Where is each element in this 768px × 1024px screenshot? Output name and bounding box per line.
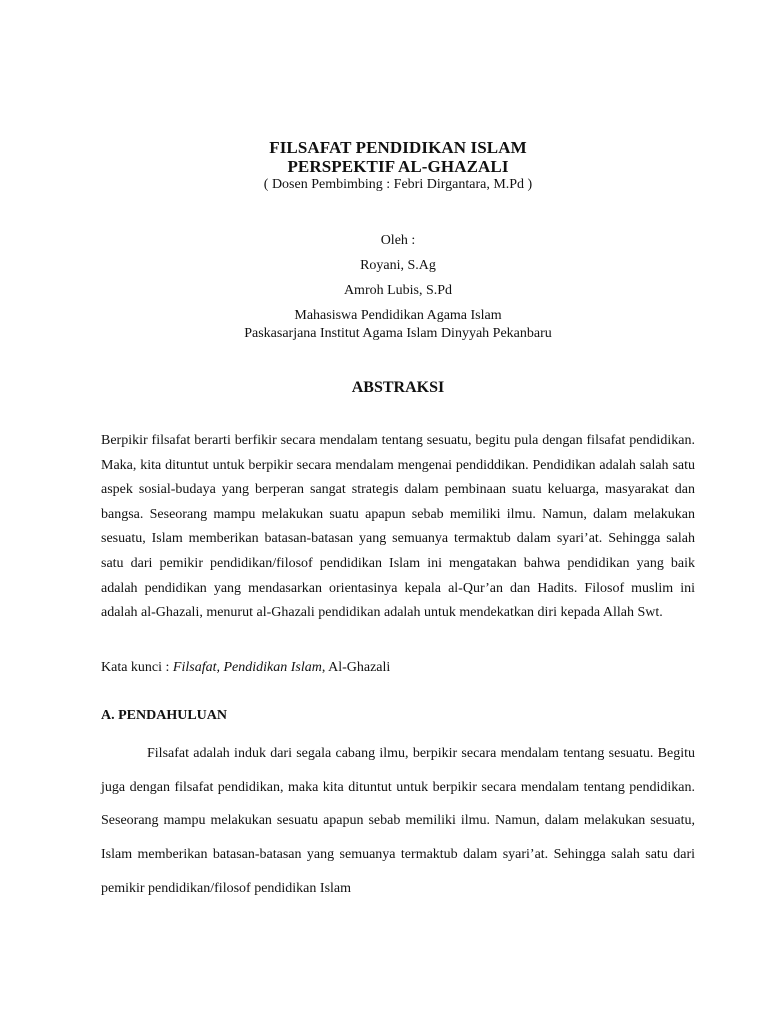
affiliation-line-2: Paskasarjana Institut Agama Islam Dinyyah Pekanbaru xyxy=(244,326,552,341)
keywords-label: Kata kunci : xyxy=(101,660,173,675)
affiliation-line-1: Mahasiswa Pendidikan Agama Islam xyxy=(294,308,502,323)
title-block xyxy=(0,138,768,193)
abstract-heading: ABSTRAKSI xyxy=(351,379,445,396)
author-name-1: Royani, S.Ag xyxy=(360,258,436,273)
supervisor-line: ( Dosen Pembimbing : Febri Dirgantara, M.Pd ) xyxy=(263,177,533,192)
keywords-italic: Filsafat, Pendidikan Islam xyxy=(172,660,322,675)
author-name-2: Amroh Lubis, S.Pd xyxy=(343,283,453,298)
paper-title-line-2: PERSPEKTIF AL-GHAZALI xyxy=(287,157,509,176)
section-body-pendahuluan xyxy=(101,737,695,906)
keywords-rest: , Al-Ghazali xyxy=(321,660,391,675)
paper-title-line-1: FILSAFAT PENDIDIKAN ISLAM xyxy=(269,138,527,157)
abstract-body xyxy=(101,429,695,626)
section-paragraph: Filsafat adalah induk dari segala cabang ilmu, berpikir secara mendalam tentang sesuatu. Begitu juga dengan filsafat pendidikan, maka kita dituntut untuk berpikir secara mendalam tentang pendidikan. Seseorang mampu melakukan sesuatu apapun sebab memiliki ilmu. Namun, dalam melakukan sesuatu, Islam memberikan batasan-batasan yang semuanya termaktub dalam syari’at. Sehingga salah satu dari pemikir pendidikan/filosof pendidikan Islam xyxy=(101,746,695,896)
keywords-line xyxy=(101,656,695,680)
section-heading-pendahuluan: A. PENDAHULUAN xyxy=(101,708,227,723)
by-label: Oleh : xyxy=(380,233,416,248)
abstract-paragraph: Berpikir filsafat berarti berfikir secara mendalam tentang sesuatu, begitu pula dengan filsafat pendidikan. Maka, kita dituntut untuk berpikir secara mendalam mengenai pendiddikan. Pendidikan adalah salah satu aspek sosial-budaya yang berperan sangat strategis dalam pembinaan suatu keluarga, masyarakat dan bangsa. Seseorang mampu melakukan suatu apapun sebab memiliki ilmu. Namun, dalam melakukan sesuatu, Islam memberikan batasan-batasan yang semuanya termaktub dalam syari’at. Sehingga salah satu dari pemikir pendidikan/filosof pendidikan Islam ini mengatakan bahwa pendidikan yang baik adalah pendidikan yang mendasarkan orientasinya kepala al-Qur’an dan Hadits. Filosof muslim ini adalah al-Ghazali, menurut al-Ghazali pendidikan adalah untuk mendekatkan diri kepada Allah Swt. xyxy=(101,433,695,621)
author-block xyxy=(0,228,768,343)
